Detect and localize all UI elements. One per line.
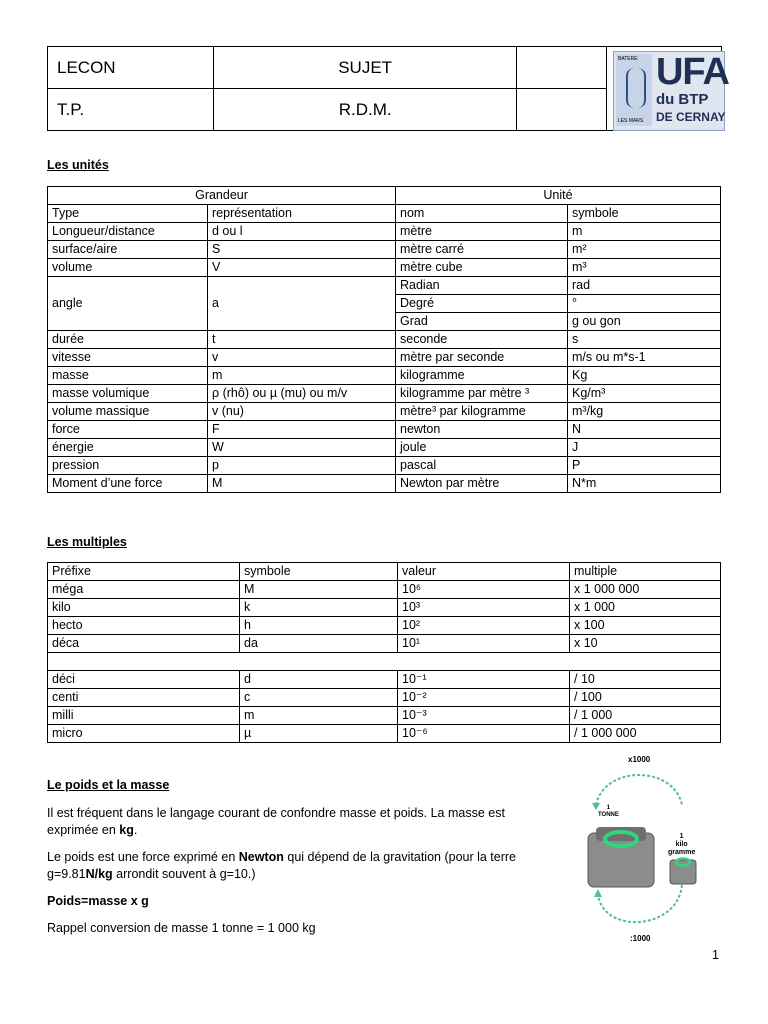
- header-lecon: LECON: [48, 47, 214, 89]
- logo-btp-text: du BTP: [655, 91, 709, 108]
- units-col-type: Type: [48, 205, 208, 223]
- mass-p1-bold: kg: [119, 823, 134, 837]
- multiples-cell: M: [240, 581, 398, 599]
- multiples-cell: k: [240, 599, 398, 617]
- multiples-cell: 10¹: [398, 635, 570, 653]
- table-row: [48, 457, 721, 475]
- mass-title: Le poids et la masse: [47, 778, 170, 792]
- logo-ufa-text: UFA: [655, 51, 729, 93]
- units-cell: newton: [396, 421, 568, 439]
- mass-p2-bold-newton: Newton: [238, 850, 284, 864]
- units-cell: joule: [396, 439, 568, 457]
- empty-separator-cell: [48, 653, 721, 671]
- table-row: [48, 277, 721, 295]
- units-cell: ρ (rhô) ou µ (mu) ou m/v: [208, 385, 396, 403]
- multiples-cell: kilo: [48, 599, 240, 617]
- ufa-logo: [613, 51, 729, 131]
- multiples-table: [47, 562, 721, 743]
- multiples-cell: / 1 000 000: [570, 725, 721, 743]
- units-cell: m/s ou m*s-1: [568, 349, 721, 367]
- units-cell: m²: [568, 241, 721, 259]
- units-cell: mètre: [396, 223, 568, 241]
- logo-top-text: BATERE: [617, 56, 638, 62]
- units-cell: N*m: [568, 475, 721, 493]
- mass-text-block: [47, 805, 547, 937]
- units-cell: mètre cube: [396, 259, 568, 277]
- table-row: [48, 599, 721, 617]
- units-cell: énergie: [48, 439, 208, 457]
- multiples-cell: hecto: [48, 617, 240, 635]
- mass-p2-text: Le poids est une force exprimé en: [47, 850, 239, 864]
- units-cell: m: [208, 367, 396, 385]
- mass-formula-text: Poids=masse x g: [47, 894, 149, 908]
- multiples-cell: x 1 000 000: [570, 581, 721, 599]
- kilogram-label-line-1: 1: [679, 833, 684, 840]
- multiples-title: Les multiples: [47, 535, 127, 549]
- units-cell: J: [568, 439, 721, 457]
- multiples-cell: 10²: [398, 617, 570, 635]
- logo-emblem: [616, 54, 652, 126]
- units-cell: masse volumique: [48, 385, 208, 403]
- mass-paragraph-1: [47, 805, 547, 839]
- units-cell: masse: [48, 367, 208, 385]
- units-group-grandeur: Grandeur: [48, 187, 396, 205]
- units-cell: Longueur/distance: [48, 223, 208, 241]
- table-row: [48, 725, 721, 743]
- units-cell: Moment d’une force: [48, 475, 208, 493]
- multiples-cell: / 1 000: [570, 707, 721, 725]
- logo-figure-icon: [626, 68, 646, 108]
- units-cell: Grad: [396, 313, 568, 331]
- header-sujet: SUJET: [213, 47, 516, 89]
- header-empty-2: [517, 89, 607, 131]
- table-row: [48, 241, 721, 259]
- header-rdm: R.D.M.: [213, 89, 516, 131]
- units-cell: angle: [48, 277, 208, 331]
- units-cell: V: [208, 259, 396, 277]
- units-cell: mètre³ par kilogramme: [396, 403, 568, 421]
- multiples-cell: 10⁻⁶: [398, 725, 570, 743]
- logo-cernay-text: DE CERNAY: [655, 110, 726, 124]
- units-cell: rad: [568, 277, 721, 295]
- multiples-cell: m: [240, 707, 398, 725]
- units-cell: pression: [48, 457, 208, 475]
- tonne-weight-icon: [588, 833, 654, 887]
- mass-p1-end: .: [133, 823, 138, 837]
- units-cell: F: [208, 421, 396, 439]
- multiples-cell: déca: [48, 635, 240, 653]
- multiples-cell: x 1 000: [570, 599, 721, 617]
- bottom-arrow-icon: [598, 885, 682, 922]
- units-cell: v (nu): [208, 403, 396, 421]
- units-cell: m³: [568, 259, 721, 277]
- tonne-label: 1 TONNE: [598, 805, 619, 818]
- mass-conversion: [47, 920, 547, 937]
- units-cell: g ou gon: [568, 313, 721, 331]
- table-row: [48, 385, 721, 403]
- multiples-cell: h: [240, 617, 398, 635]
- units-cell: Radian: [396, 277, 568, 295]
- mass-p2-bold-nkg: N/kg: [85, 867, 113, 881]
- units-cell: durée: [48, 331, 208, 349]
- multiples-cell: 10⁻¹: [398, 671, 570, 689]
- units-group-unite: Unité: [396, 187, 721, 205]
- table-row: [48, 707, 721, 725]
- kilogram-label-line-2: kilo: [675, 841, 688, 848]
- mass-formula: [47, 893, 547, 910]
- table-row: [48, 331, 721, 349]
- header-empty-1: [517, 47, 607, 89]
- table-row: [48, 403, 721, 421]
- mass-p2-end: arrondit souvent à g=10.): [112, 867, 256, 881]
- units-cell: t: [208, 331, 396, 349]
- units-cell: mètre carré: [396, 241, 568, 259]
- mass-conversion-figure: [560, 755, 710, 945]
- kilogram-label: [668, 833, 695, 857]
- units-cell: S: [208, 241, 396, 259]
- table-row: [48, 635, 721, 653]
- units-cell: force: [48, 421, 208, 439]
- units-title: Les unités: [47, 158, 109, 172]
- units-cell: Kg: [568, 367, 721, 385]
- mass-paragraph-2: [47, 849, 547, 883]
- units-cell: kilogramme: [396, 367, 568, 385]
- units-cell: volume massique: [48, 403, 208, 421]
- units-cell: W: [208, 439, 396, 457]
- figure-bottom-label: :1000: [630, 934, 651, 943]
- units-cell: a: [208, 277, 396, 331]
- multiples-col-valeur: valeur: [398, 563, 570, 581]
- table-row: [48, 367, 721, 385]
- multiples-cell: 10⁻²: [398, 689, 570, 707]
- logo-bottom-text: LES MARS: [617, 118, 644, 124]
- page-number: 1: [712, 948, 719, 962]
- units-cell: Newton par mètre: [396, 475, 568, 493]
- table-row: [48, 421, 721, 439]
- header-table: [47, 46, 729, 131]
- mass-conversion-text: Rappel conversion de masse 1 tonne = 1 000 kg: [47, 921, 316, 935]
- multiples-cell: / 100: [570, 689, 721, 707]
- units-cell: v: [208, 349, 396, 367]
- table-row: [48, 475, 721, 493]
- units-col-representation: représentation: [208, 205, 396, 223]
- multiples-cell: centi: [48, 689, 240, 707]
- table-row: [48, 671, 721, 689]
- multiples-cell: 10³: [398, 599, 570, 617]
- multiples-cell: d: [240, 671, 398, 689]
- multiples-cell: milli: [48, 707, 240, 725]
- multiples-cell: da: [240, 635, 398, 653]
- multiples-cell: 10⁶: [398, 581, 570, 599]
- units-cell: s: [568, 331, 721, 349]
- table-row: [48, 259, 721, 277]
- units-cell: M: [208, 475, 396, 493]
- multiples-col-symbole: symbole: [240, 563, 398, 581]
- table-row: [48, 223, 721, 241]
- units-cell: P: [568, 457, 721, 475]
- mass-p1-text: Il est fréquent dans le langage courant de confondre masse et poids. La masse est exprimée en: [47, 806, 505, 837]
- units-cell: °: [568, 295, 721, 313]
- multiples-cell: micro: [48, 725, 240, 743]
- units-cell: N: [568, 421, 721, 439]
- units-cell: d ou l: [208, 223, 396, 241]
- multiples-cell: µ: [240, 725, 398, 743]
- table-separator-row: [48, 653, 721, 671]
- multiples-cell: méga: [48, 581, 240, 599]
- multiples-col-prefixe: Préfixe: [48, 563, 240, 581]
- multiples-cell: c: [240, 689, 398, 707]
- units-cell: Kg/m³: [568, 385, 721, 403]
- units-cell: kilogramme par mètre ³: [396, 385, 568, 403]
- units-cell: vitesse: [48, 349, 208, 367]
- units-cell: mètre par seconde: [396, 349, 568, 367]
- table-row: [48, 349, 721, 367]
- multiples-col-multiple: multiple: [570, 563, 721, 581]
- header-tp: T.P.: [48, 89, 214, 131]
- table-row: [48, 689, 721, 707]
- units-table: [47, 186, 721, 493]
- multiples-cell: 10⁻³: [398, 707, 570, 725]
- units-col-nom: nom: [396, 205, 568, 223]
- multiples-cell: / 10: [570, 671, 721, 689]
- kilogram-label-line-3: gramme: [668, 849, 696, 856]
- units-cell: m: [568, 223, 721, 241]
- kilogram-weight-icon: [670, 860, 696, 884]
- units-cell: surface/aire: [48, 241, 208, 259]
- top-arrow-icon: [596, 775, 682, 805]
- mass-p2-text-2: qui dépend de la gravitation (pour la terre g=9.81: [47, 850, 517, 881]
- units-cell: pascal: [396, 457, 568, 475]
- multiples-cell: déci: [48, 671, 240, 689]
- logo-cell: [606, 47, 729, 131]
- units-cell: volume: [48, 259, 208, 277]
- multiples-cell: x 10: [570, 635, 721, 653]
- bottom-arrow-head-icon: [594, 889, 602, 897]
- units-cell: seconde: [396, 331, 568, 349]
- table-row: [48, 439, 721, 457]
- units-cell: p: [208, 457, 396, 475]
- multiples-cell: x 100: [570, 617, 721, 635]
- figure-top-label: x1000: [628, 755, 651, 764]
- units-cell: Degré: [396, 295, 568, 313]
- table-row: [48, 617, 721, 635]
- units-cell: m³/kg: [568, 403, 721, 421]
- units-col-symbole: symbole: [568, 205, 721, 223]
- table-row: [48, 581, 721, 599]
